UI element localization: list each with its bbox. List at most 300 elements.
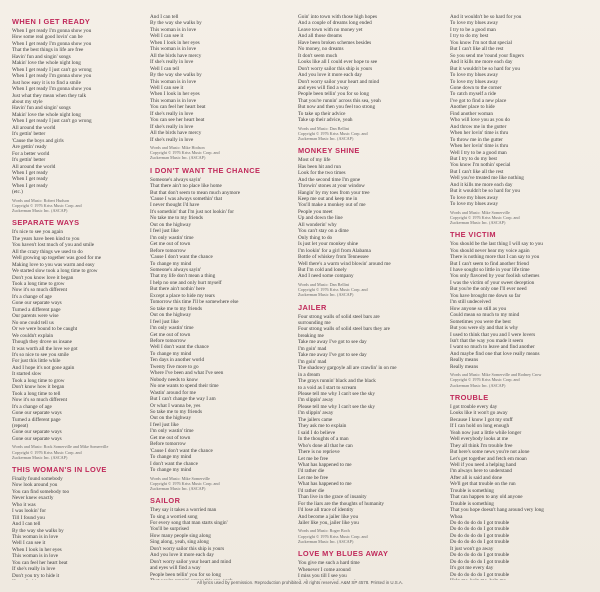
lyric-line: Havin' fun and singin' songs [12,53,71,60]
lyric-line: Nobody needs to know [150,376,198,383]
lyric-line: I have sought so little in your life time [450,267,530,274]
lyric-line: I try to be a good man [450,26,496,33]
lyric-line: Take up their advice, yeah [298,117,353,124]
lyric-line: When I get ready I'm gonna show you [12,86,92,93]
lyric-line: I got trouble every day [450,403,498,410]
lyric-line: Looks like it won't go away [450,410,508,417]
credit-line: Zuckerman Music Inc. (ASCAP) [298,292,354,298]
lyric-line: Really means [450,363,479,370]
lyric-line: Let's get together and fetch em moan [450,455,527,462]
lyric-line: You should never hear my voice again [450,247,530,254]
lyric-line: Took a long time to grow [12,281,65,288]
lyric-line: Trouble is something [450,487,494,494]
credit-line: Words and Music: Mike Somerville and Rodney Crow [450,372,542,378]
lyric-line: After all is said and done [450,474,503,481]
lyric-line: Sometimes you were the best [450,318,511,325]
lyric-line: I feel just like [150,228,179,235]
lyric-line: That the best things in life are free [12,47,84,54]
lyric-line: I never thought I'd have [150,202,200,209]
lyric-line: To throw me in the gutter [450,136,503,143]
credit-line: Zuckerman Music Inc. (ASCAP) [298,538,354,544]
lyric-column-3 [298,14,446,580]
lyric-line: To love my blues away [450,201,499,208]
lyric-line: It was worth all the love we got [12,345,78,352]
lyric-line: I'm lookin' for a girl from Alabama [298,247,371,254]
song-block [12,465,146,580]
lyric-line: There is no reprieve [298,449,340,456]
lyric-line: Do do do do do I got trouble [450,520,510,527]
song-block [150,496,294,580]
lyric-line: To sing a worried song [150,513,198,520]
lyric-line: Do do do do do I got trouble [450,532,510,539]
song-credits [298,126,446,142]
song-title: JAILER [298,302,327,312]
song-block [298,146,446,297]
credit-line: Copyright © 1976 Kriss Music Corp. and [298,287,368,293]
lyric-line: I'd lose all trace of identity [298,507,354,514]
lyric-line: And you love it more each day [298,72,362,79]
lyric-line: Wastin' around for me [150,389,196,396]
credit-line: Words and Music: Mike Hodson [150,145,205,151]
lyric-line: It don't seem much [298,52,338,59]
lyric-line: Another place to hide [450,104,495,111]
lyric-line: When I get ready I just can't go wrong [12,66,92,73]
lyric-line: Now it's so much different [12,397,68,404]
lyric-line: I feel just like [150,318,179,325]
lyric-line: Don't know how it began [12,384,65,391]
lyric-line: I'm goin' mad [298,358,327,365]
lyric-line: And it wouldn't be so hard for you [450,14,522,20]
lyric-line: Isn't that the way you made it seem [450,338,524,344]
lyric-line: Well you've treated me like nothing [450,175,524,182]
lyric-line: Find another woman [450,110,493,117]
lyric-line: Up and down the line [298,215,343,222]
lyric-line: But now and then you feel too strong [298,104,376,111]
lyric-line: That can happen to any old anyone [450,494,523,501]
lyric-line: Is just let your monkey shine [298,241,359,248]
credit-line: Copyright © 1976 Kriss Music Corp. and [150,150,220,156]
lyric-line: Do do do do do I got trouble [450,558,510,565]
lyric-line: Don't worry sailor your heart and mind [298,78,380,85]
credit-line: Copyright © 1976 Kriss Music Corp. and [298,533,368,539]
credit-line: Copyright © 1976 Kriss Music Corp. and [12,202,82,208]
lyric-line: And I hope it's not gone again [12,364,75,371]
lyric-line: Finally found somebody [12,475,63,482]
lyric-line: But you're the only one I'll ever need [450,286,527,293]
lyric-line: If she's really in love [12,566,56,573]
lyric-line: Looks like all I could ever hope to see [298,59,378,66]
lyric-line: Don't worry sailor this ship is yours [150,545,225,552]
lyric-line: No one wants to spend their time [150,383,219,390]
lyric-line: The jailers came [298,416,333,423]
lyric-line: Let me be free [298,455,329,462]
song-block [450,393,590,580]
lyric-line: By the way she walks by [150,72,202,79]
lyric-line: Only thing to do [298,234,333,241]
credit-line: Zuckerman Music Inc. (ASCAP) [12,454,68,460]
lyric-line: Get me out of town [150,331,191,338]
lyric-line: When I look in her eyes [150,91,200,98]
lyric-line: This woman is in love [150,46,197,53]
song-title: LOVE MY BLUES AWAY [298,549,389,559]
lyric-line: Makin' love the whole night long [12,60,81,67]
lyric-line: Bottle of whiskey from Tennessee [298,254,369,261]
lyric-line: They ask me to explain [298,423,347,430]
lyric-line: Whoa [450,513,463,520]
lyric-line: People you meet [298,208,333,215]
lyric-line: To take up their advice [298,110,346,117]
lyric-line: How many people sing along [150,532,211,539]
credit-line: Words and Music: Roger Boch [298,528,350,534]
lyric-line: What has happened to me [298,461,352,468]
lyric-line: Four strong walls of solid steel bars they are [298,326,390,333]
lyric-line: All the birds have mercy [150,52,202,59]
lyric-line: For every song that man starts singin' [150,520,228,527]
lyric-line: If she's really in love [150,123,194,130]
lyric-line: Before tomorrow [150,441,186,448]
lyric-line: I miss you till I see you [298,573,347,579]
lyric-line: to a void as I start to scream [298,384,357,391]
lyric-line: This woman is in love [12,534,59,541]
lyric-line: When I look in her eyes [12,546,62,553]
lyric-line: To change my mind [150,454,192,461]
lyric-line: Do do do do do I got trouble [450,571,510,578]
lyric-line: Look for the two times [298,170,346,177]
lyric-line: Someone's always sayin' [150,267,202,274]
lyric-line: When her lovin' time is thru [450,143,509,150]
lyric-line: 'Cause I don't want the chance [150,447,213,454]
lyric-line: And I need some company [298,273,354,280]
lyric-line: Have been broken schemes besides [298,39,372,46]
lyric-line: Well growing up together was good for me [12,255,102,262]
lyric-line: But I can't seem to find another friend [450,260,529,267]
lyric-line: When I get ready [12,176,48,183]
lyric-line: Most of my life [298,157,331,164]
lyric-line: But that don't seem to mean much anymore [150,189,241,196]
lyric-line: You know I'm nothin' special [450,162,511,169]
lyric-line: But here's some news you're not alone [450,449,530,456]
lyric-line: Turned a different page [12,416,61,423]
lyric-line: Gone our separate ways [12,429,62,436]
lyric-line: You can find somebody too [12,488,70,495]
song-credits [298,528,446,544]
lyric-line: To love my blues away [450,20,499,27]
lyric-line: But it wouldn't be so hard for you [450,65,520,72]
lyric-line: I'd rather die [298,468,325,475]
lyric-line: To change my mind [150,467,192,474]
lyric-line: So take me to my friends [150,408,203,415]
lyric-line: Yeah now just a little while longer [450,429,522,436]
lyric-line: We'll get that trouble on the run [450,481,516,488]
lyric-line: surrounding me [298,319,331,326]
lyric-line: Goin' into town with those high hopes [298,14,378,20]
lyric-line: But I can't like all the rest [450,46,504,53]
lyric-line: Well I can tell [150,65,180,72]
lyric-line: It's so nice to see you smile [12,352,69,358]
credit-line: Copyright © 1976 Kriss Music Corp. and [150,480,220,486]
lyric-line: It's gettin' better [12,131,46,138]
lyric-line: I'd rather die [298,487,325,494]
lyric-line: Gone our separate ways [12,300,62,307]
lyric-line: It's a change of age [12,293,52,300]
lyric-line: Gone down to the corner [450,84,502,91]
lyric-line: I'm only wastin' time [150,234,194,241]
lyric-line: By the way she walks by [12,527,64,534]
lyric-line: and eyes will find a way [150,565,201,572]
lyric-line: Except a place to hide my tears [150,292,215,299]
lyric-line: Took a long time to tell [12,390,61,397]
lyric-line: All around the world [12,124,56,131]
song-block [298,549,446,580]
lyric-line: 'Cause the boys and girls [12,137,64,144]
footer-copyright: All lyrics used by permission. Reproduction prohibited. All rights reserved. A&M SP 4578. Printed in U.S.A. [196,580,404,585]
lyric-line: If I can hold on long enough [450,423,510,430]
lyric-line: And I can tell [12,521,41,528]
song-block [450,14,590,225]
lyric-line: Twenty five more to go [150,363,199,370]
lyric-line: They say it takes a worried man [150,507,217,514]
credit-line: Zuckerman Music Inc. (ASCAP) [12,208,68,214]
lyric-line: To love my blues away [450,72,499,79]
lyric-line: Well everybody looks at me [450,436,509,443]
lyric-line: I don't want the chance [150,460,198,467]
lyric-line: I'm still undeceived [450,299,491,306]
credit-line: Copyright © 1976 Kriss Music Corp. and [450,214,520,220]
lyric-line: When I get ready I'm gonna show you [12,73,92,80]
lyric-line: Jailer like you, jailer like you [298,520,359,527]
lyric-line: But I can't like all the rest [450,168,504,175]
lyric-line: And all those dreams [298,33,342,40]
lyric-line: Don't you try to hide it [12,572,60,579]
lyric-line: Get me out of town [150,241,191,248]
lyric-line: Take me away I've got to see day [298,339,367,346]
lyric-line: I was lookin' for [12,508,46,515]
lyric-line: That my life don't mean a thing [150,273,216,280]
lyric-line: The shadowy gargoyle all are crawlin' in on me [298,365,397,372]
lyric-line: What has happened to me [298,481,352,488]
credit-line: Copyright © 1976 Kriss Music Corp. and [12,449,82,455]
lyric-line: I said I do believe [298,429,336,436]
lyric-line: You should be the last thing I will say to you [450,241,543,248]
lyric-line: Though they drove us insane [12,339,72,346]
lyric-line: Take me away I've got to see day [298,352,367,359]
lyric-line: You'll make a monkey out of me [298,202,366,209]
lyric-line: I'm slippin' away [298,410,334,417]
lyric-line: When her lovin' time is thru [450,130,509,137]
lyric-line: They all think I'm trouble free [450,442,513,449]
lyric-line: Gone our separate ways [12,435,62,442]
lyric-line: But I try to do my best [450,155,497,162]
lyric-line: Who it was [12,501,36,508]
lyric-line: When I get ready [12,182,48,189]
lyric-line: Four strong walls of solid steel bars are [298,313,380,320]
lyric-line: I'm always here to understand [450,468,513,475]
lyric-line: Throwin' stones at your window [298,183,365,190]
lyric-line: If she's really in love [150,136,194,143]
lyric-line: Till I found you [12,514,45,521]
lyric-line: How anyone so still as you [450,305,507,312]
lyric-line: Do do do do do I got trouble [450,526,510,533]
lyric-line: I help no one and only hurt myself [150,279,222,286]
lyric-line: In the thoughts of a man [298,436,349,443]
credit-line: Words and Music: Dan Bellini [298,281,350,287]
lyric-line: That there ain't no place like home [150,183,222,190]
lyric-line: You can feel her heart beat [150,104,206,111]
lyric-line: Trouble is something [450,500,494,507]
lyric-line: But it wouldn't be so hard for you [450,188,520,195]
lyric-line: Whenever I come around [298,566,351,573]
song-credits [298,282,446,298]
song-credits [450,372,590,388]
lyric-line: If she's really in love [150,110,194,117]
lyric-line: Ten days in another world [150,357,205,364]
credit-line: Zuckerman Music Inc. (ASCAP) [150,485,206,491]
lyric-line: All around the world [12,163,56,170]
song-title: MONKEY SHINE [298,146,360,156]
lyric-line: Well if you need a helping hand [450,461,517,468]
lyric-line: I'm only wastin' time [150,325,194,332]
lyric-line: And the second time I'm gone [298,176,361,183]
lyric-line: (etc.) [12,189,23,196]
lyric-line: Someone's always sayin' [150,176,202,183]
lyric-line: Please tell me why I can't see the sky [298,390,375,397]
lyric-line: We started slow took a long time to grow [12,268,98,275]
lyric-line: about my style [12,98,43,105]
lyric-line: When I get ready I'm gonna show you [12,28,92,34]
credit-line: Words and Music: Dan Bellini [298,125,350,131]
lyric-line: It's gettin' better [12,157,46,164]
lyric-line: It started slow [12,371,42,378]
lyric-line: You only flavored by your foolish schemes [450,273,540,280]
lyric-line: But there ain't nothin' here [150,286,205,293]
credit-line: Words and Music: Robert Hudson [12,197,70,203]
lyric-line: To catch myself a ride [450,91,497,98]
lyric-line: But I'm cold and lonely [298,267,347,274]
credit-line: Zuckerman Music Inc. (ASCAP) [298,136,354,142]
lyric-line: Now look around you [12,482,58,489]
lyric-line: I want so much to leave and find another [450,344,535,351]
lyric-line: So take me to my friends [150,305,203,312]
lyric-line: Just what they mean when they talk [12,92,87,99]
lyric-line: And throw me in the gutter [450,123,507,130]
lyric-line: Out on the highway [150,221,192,228]
lyric-line: All the birds have mercy [150,130,202,137]
lyric-line: And it kills me more each day [450,59,513,66]
lyric-line: There is nothing more that I can say to you [450,254,540,261]
lyric-line: If she's really in love [150,59,194,66]
song-credits [450,210,590,226]
song-title: I DON'T WANT THE CHANCE [150,165,261,175]
lyric-line: I'm goin' mad [298,345,327,352]
lyric-line: We couldn't explain [12,332,54,339]
lyric-line: You know I'm not that special [450,39,512,46]
lyric-line: You have brought me down so far [450,292,521,299]
lyric-line: I try to do my best [450,33,489,40]
lyric-line: Well I can see it [150,33,184,40]
lyric-line: And I can tell [150,14,179,20]
lyric-column-2 [150,14,294,580]
lyric-line: Before tomorrow [150,338,186,344]
lyric-line: Before tomorrow [150,247,186,254]
credit-line: Zuckerman Music Inc. (ASCAP) [450,220,506,225]
lyric-line: Don't worry sailor your heart and mind [150,558,232,565]
song-credits [12,198,146,214]
lyric-line: And a couple of dreams long ended [298,20,372,27]
credit-line: Words and Music: Mike Somerville [150,475,210,481]
credit-line: Words and Music: Rock Somerville and Mike Somerville [12,444,109,450]
lyric-line: When I look in her eyes [150,39,200,46]
lyric-line: I used to think that you and I were lovers [450,331,536,338]
lyric-line: This woman is in love [150,26,197,33]
lyric-line: Than live in the grace of insanity [298,494,367,501]
lyric-line: Our parents were wise [12,313,59,320]
song-block [12,17,146,213]
lyric-line: When I get ready [12,169,48,176]
credit-line: Zuckerman Music Inc. (ASCAP) [150,155,206,161]
lyric-line: Keep me out and keep me in [298,196,358,203]
lyric-line: People been tellin' you for so long [298,91,369,98]
song-block [450,230,590,388]
lyric-line: You'll be surprised [150,526,189,533]
credit-line: Zuckerman Music Inc. (ASCAP) [450,382,506,388]
lyric-line: Well I can see it [150,84,184,91]
lyric-line: I'm only wastin' time [150,428,194,435]
lyric-line: Where I've been and what I've seen [150,370,224,377]
lyric-line: For just this little while [12,358,61,365]
song-credits [150,476,294,492]
lyric-line: You can't stay on a dime [298,228,349,235]
lyric-line: Now it's so much different [12,287,68,294]
lyric-line: Took a long time to grow [12,377,65,384]
lyric-line: The years have been kind to you [12,235,80,242]
credit-line: Copyright © 1976 Kriss Music Corp. and [298,130,368,136]
song-title: SEPARATE WAYS [12,218,80,228]
lyric-line: I feel just like [150,421,179,428]
lyric-line: I've got to find a new place [450,97,507,104]
song-block [150,14,294,161]
lyric-line: When I get ready I just can't go wrong [12,118,92,125]
lyric-line: Who will love you as you do [450,117,510,124]
song-title: SAILOR [150,496,181,506]
lyric-line: I was the victim of your sweet deception [450,279,535,286]
lyric-line: breaking me [298,332,324,339]
lyric-line: Well I try to be a good man [450,149,507,156]
lyric-line: And maybe find one that love really means [450,350,540,357]
lyric-line: Well I can see it [12,540,46,547]
lyric-line: But you were sly and that is why [450,325,519,332]
lyric-line: That you hope doesn't hang around very long [450,507,544,514]
lyric-line: Do do do do do I got trouble [450,552,510,559]
lyric-line: Never knew exactly [12,495,54,502]
lyric-line: It's somethin' that I'm just not lookin' for [150,208,234,215]
lyric-line: Let me be free [298,474,329,481]
lyric-columns [12,14,590,580]
lyric-line: To change my mind [150,350,192,357]
song-title: THIS WOMAN'S IN LOVE [12,464,107,474]
lyric-line: Well there's a warm wind blowin' around me [298,260,391,267]
lyric-line: Havin' fun and singin' songs [12,105,71,112]
lyric-line: 'Cause I don't want the chance [150,254,213,261]
lyric-line: The grays runnin' black and the black [298,378,376,385]
lyric-line: You give me such a hard time [298,560,360,567]
song-credits [150,145,294,161]
song-block [298,14,446,141]
lyric-line: Leave town with no money yet [298,26,363,33]
lyric-line: Out on the highway [150,415,192,422]
lyric-line: For the liars are the thoughts of humanity [298,500,385,507]
lyric-line: You can see her heart beat [150,117,205,124]
lyric-line: Makin' love the whole night long [12,111,81,118]
